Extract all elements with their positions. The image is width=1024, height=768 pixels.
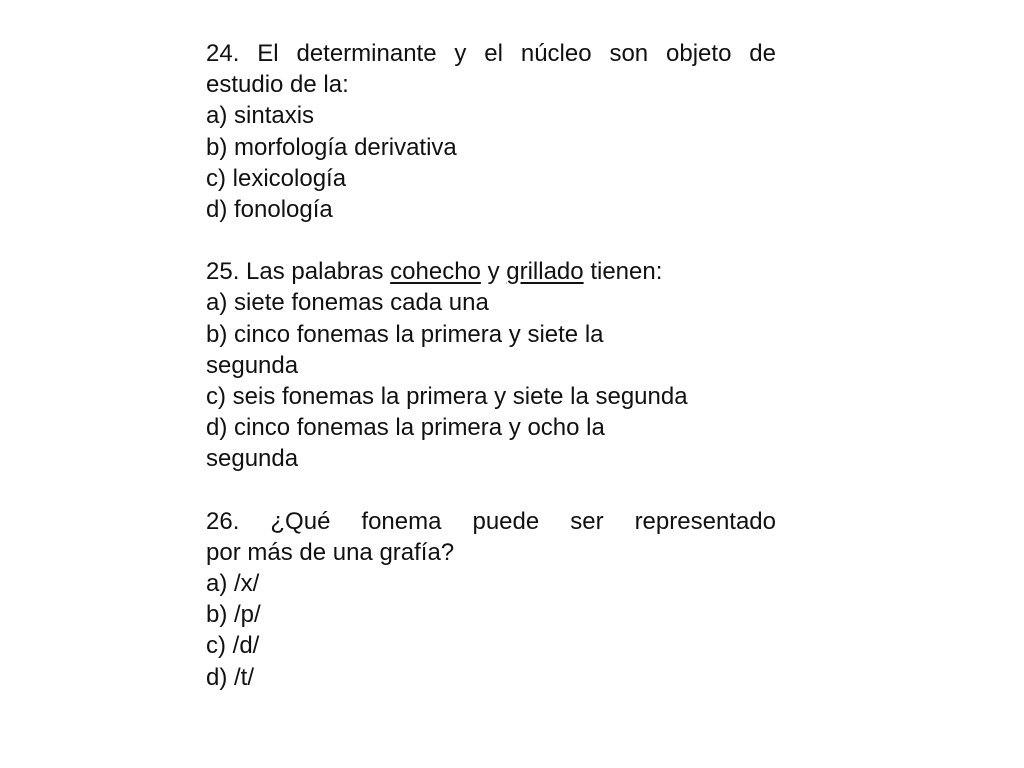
question-25-option-d: d) cinco fonemas la primera y ocho la [206,414,605,442]
question-24-stem-line-2: estudio de la: [206,71,349,99]
question-25-option-b-cont: segunda [206,351,299,379]
question-24-option-c: c) lexicología [206,164,347,192]
question-25-option-c: c) seis fonemas la primera y siete la segunda [206,383,688,411]
question-26-stem-line-1 [206,506,776,537]
question-26-stem-text-1: ¿Qué fonema puede ser representado [270,507,776,535]
question-25-stem-middle: y [487,258,500,286]
question-spacer [206,225,776,256]
question-26-stem-line-2: por más de una grafía? [206,538,455,566]
question-24-option-b: b) morfología derivativa [206,133,457,161]
question-26-option-a: a) /x/ [206,570,260,598]
question-24 [206,38,776,225]
question-25-stem-before: Las palabras [246,258,384,286]
question-25-stem [206,256,776,287]
question-24-stem-line-1 [206,38,776,69]
question-25-stem-after: tienen: [590,258,663,286]
question-26-option-b: b) /p/ [206,601,261,629]
question-24-stem-text-1: El determinante y el núcleo son objeto de [257,40,776,67]
question-26-number: 26. [206,507,240,535]
question-25-word-2: grillado [506,258,584,286]
exam-page [206,38,776,693]
question-24-option-a: a) sintaxis [206,102,315,130]
question-24-number: 24. [206,40,240,67]
question-25-word-1: cohecho [390,258,481,286]
question-spacer [206,475,776,506]
question-26 [206,506,776,693]
question-25 [206,256,776,474]
question-25-number: 25. [206,258,240,286]
question-25-option-a: a) siete fonemas cada una [206,289,489,317]
question-26-option-d: d) /t/ [206,663,255,691]
question-26-option-c: c) /d/ [206,632,260,660]
question-25-option-d-cont: segunda [206,445,299,473]
question-25-option-b: b) cinco fonemas la primera y siete la [206,320,604,348]
question-24-option-d: d) fonología [206,196,333,224]
